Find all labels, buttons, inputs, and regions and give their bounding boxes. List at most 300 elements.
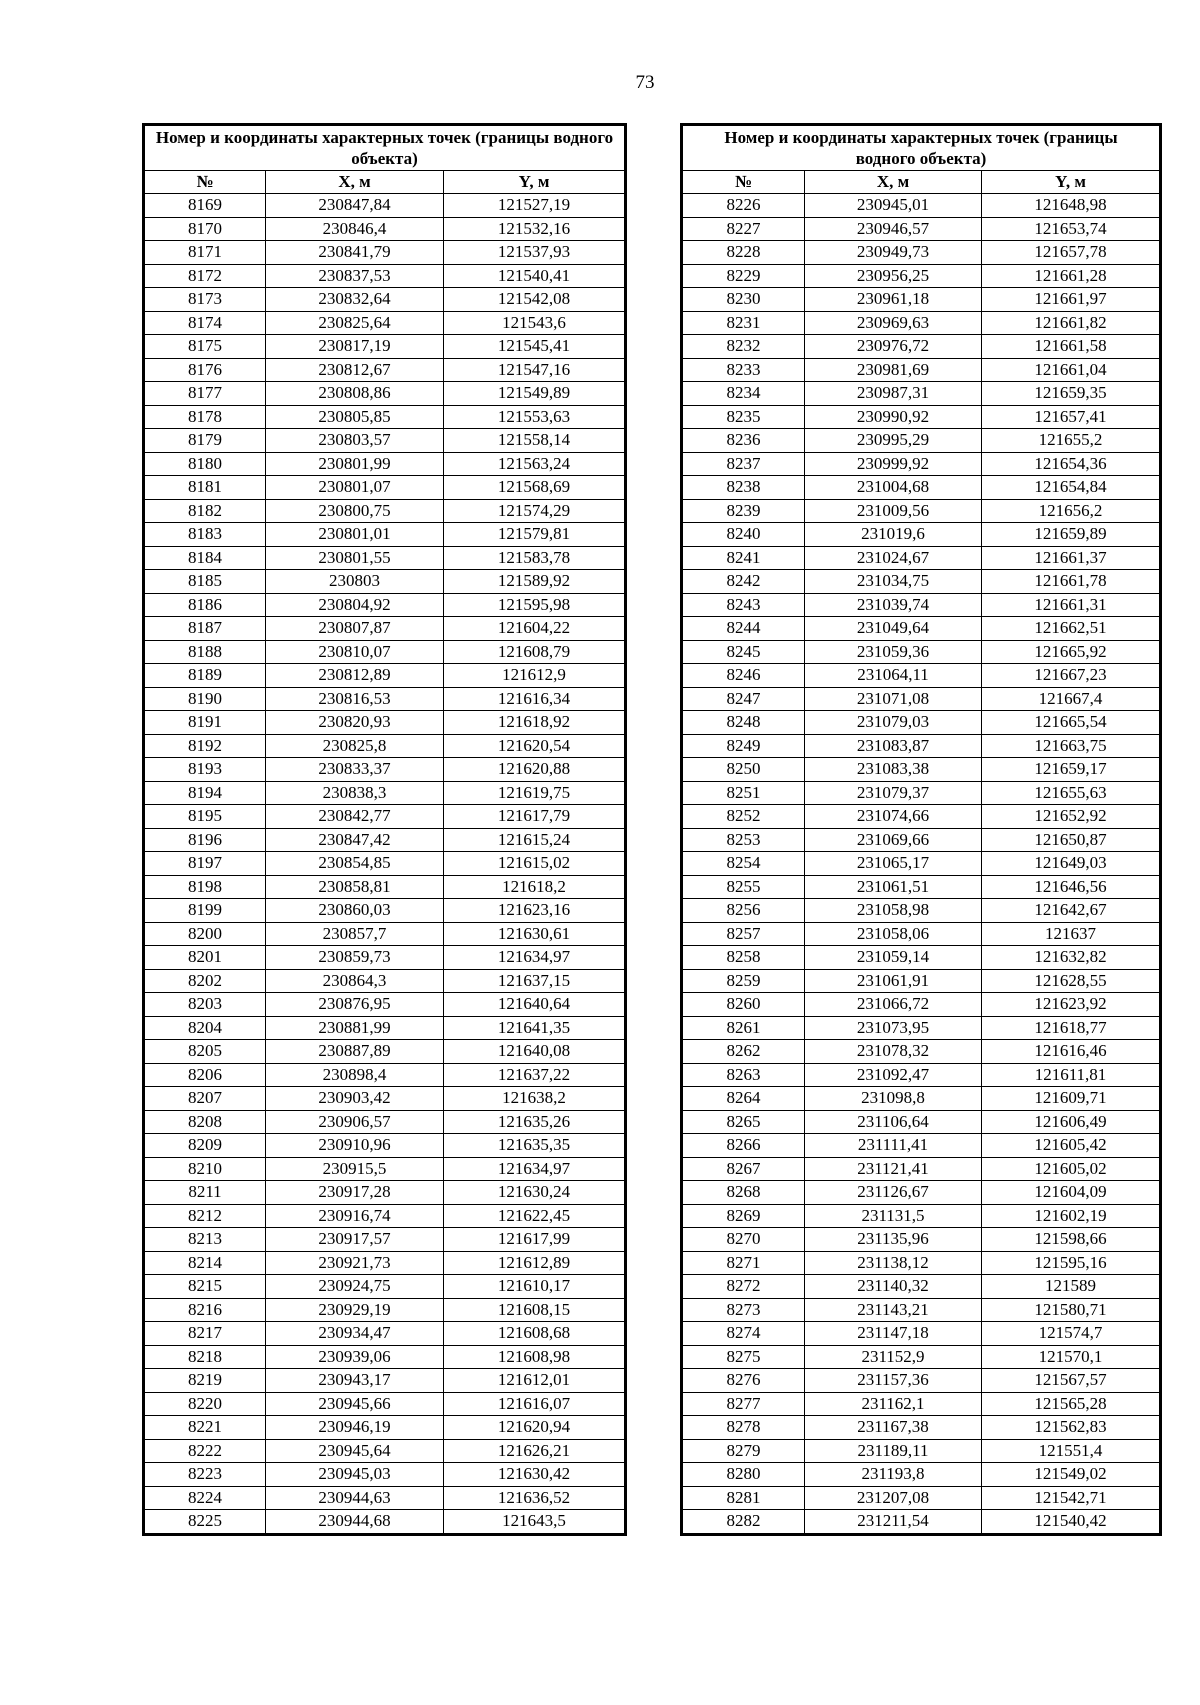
x-coordinate-cell: 230860,03 (266, 899, 444, 923)
table-row (145, 570, 625, 594)
table-row (683, 570, 1160, 594)
y-coordinate-cell: 121574,29 (444, 499, 625, 523)
x-coordinate-cell: 231034,75 (805, 570, 982, 594)
table-row (683, 1486, 1160, 1510)
table-row (145, 969, 625, 993)
y-coordinate-cell: 121608,79 (444, 640, 625, 664)
x-coordinate-cell: 230939,06 (266, 1345, 444, 1369)
x-coordinate-cell: 230934,47 (266, 1322, 444, 1346)
x-coordinate-cell: 231121,41 (805, 1157, 982, 1181)
x-coordinate-cell: 231135,96 (805, 1228, 982, 1252)
point-number-cell: 8246 (683, 664, 805, 688)
y-coordinate-cell: 121659,35 (982, 382, 1160, 406)
point-number-cell: 8261 (683, 1016, 805, 1040)
x-coordinate-cell: 230887,89 (266, 1040, 444, 1064)
table-row (145, 1157, 625, 1181)
table-row (145, 194, 625, 218)
table-row (683, 523, 1160, 547)
x-coordinate-cell: 231073,95 (805, 1016, 982, 1040)
table-row (683, 382, 1160, 406)
table-row (683, 1275, 1160, 1299)
table-row (145, 405, 625, 429)
y-coordinate-cell: 121642,67 (982, 899, 1160, 923)
column-header-x: X, м (805, 171, 982, 194)
y-coordinate-cell: 121620,88 (444, 758, 625, 782)
x-coordinate-cell: 230817,19 (266, 335, 444, 359)
x-coordinate-cell: 231064,11 (805, 664, 982, 688)
x-coordinate-cell: 230910,96 (266, 1134, 444, 1158)
x-coordinate-cell: 231207,08 (805, 1486, 982, 1510)
table-row (145, 711, 625, 735)
x-coordinate-cell: 231083,87 (805, 734, 982, 758)
point-number-cell: 8204 (145, 1016, 266, 1040)
y-coordinate-cell: 121667,4 (982, 687, 1160, 711)
x-coordinate-cell: 230945,64 (266, 1439, 444, 1463)
point-number-cell: 8231 (683, 311, 805, 335)
y-coordinate-cell: 121532,16 (444, 217, 625, 241)
table-row (145, 664, 625, 688)
point-number-cell: 8229 (683, 264, 805, 288)
table-row (145, 499, 625, 523)
point-number-cell: 8253 (683, 828, 805, 852)
y-coordinate-cell: 121665,54 (982, 711, 1160, 735)
x-coordinate-cell: 230916,74 (266, 1204, 444, 1228)
point-number-cell: 8230 (683, 288, 805, 312)
y-coordinate-cell: 121661,97 (982, 288, 1160, 312)
point-number-cell: 8177 (145, 382, 266, 406)
table-row (683, 405, 1160, 429)
column-header-number: № (683, 171, 805, 194)
table-row (145, 781, 625, 805)
table-row (683, 1345, 1160, 1369)
x-coordinate-cell: 230987,31 (805, 382, 982, 406)
column-header-y: Y, м (982, 171, 1160, 194)
x-coordinate-cell: 231066,72 (805, 993, 982, 1017)
table-row (683, 1298, 1160, 1322)
y-coordinate-cell: 121657,41 (982, 405, 1160, 429)
table-row (145, 452, 625, 476)
y-coordinate-cell: 121648,98 (982, 194, 1160, 218)
y-coordinate-cell: 121632,82 (982, 946, 1160, 970)
table-row (683, 640, 1160, 664)
y-coordinate-cell: 121567,57 (982, 1369, 1160, 1393)
point-number-cell: 8196 (145, 828, 266, 852)
point-number-cell: 8171 (145, 241, 266, 265)
x-coordinate-cell: 231162,1 (805, 1392, 982, 1416)
point-number-cell: 8199 (145, 899, 266, 923)
point-number-cell: 8222 (145, 1439, 266, 1463)
table-row (683, 1063, 1160, 1087)
x-coordinate-cell: 230864,3 (266, 969, 444, 993)
point-number-cell: 8232 (683, 335, 805, 359)
x-coordinate-cell: 230915,5 (266, 1157, 444, 1181)
x-coordinate-cell: 230990,92 (805, 405, 982, 429)
table-row (145, 1416, 625, 1440)
point-number-cell: 8234 (683, 382, 805, 406)
point-number-cell: 8243 (683, 593, 805, 617)
table-row (145, 875, 625, 899)
x-coordinate-cell: 230833,37 (266, 758, 444, 782)
y-coordinate-cell: 121537,93 (444, 241, 625, 265)
x-coordinate-cell: 230924,75 (266, 1275, 444, 1299)
table-row (683, 1204, 1160, 1228)
y-coordinate-cell: 121661,82 (982, 311, 1160, 335)
y-coordinate-cell: 121637,22 (444, 1063, 625, 1087)
point-number-cell: 8224 (145, 1486, 266, 1510)
point-number-cell: 8280 (683, 1463, 805, 1487)
y-coordinate-cell: 121630,24 (444, 1181, 625, 1205)
point-number-cell: 8251 (683, 781, 805, 805)
y-coordinate-cell: 121580,71 (982, 1298, 1160, 1322)
point-number-cell: 8265 (683, 1110, 805, 1134)
x-coordinate-cell: 231061,91 (805, 969, 982, 993)
table-row (145, 1016, 625, 1040)
table-row (145, 734, 625, 758)
y-coordinate-cell: 121637 (982, 922, 1160, 946)
table-row (683, 1087, 1160, 1111)
x-coordinate-cell: 230812,67 (266, 358, 444, 382)
y-coordinate-cell: 121641,35 (444, 1016, 625, 1040)
point-number-cell: 8208 (145, 1110, 266, 1134)
table-body (145, 194, 625, 1534)
table-row (145, 1134, 625, 1158)
point-number-cell: 8221 (145, 1416, 266, 1440)
point-number-cell: 8212 (145, 1204, 266, 1228)
point-number-cell: 8202 (145, 969, 266, 993)
y-coordinate-cell: 121608,98 (444, 1345, 625, 1369)
table-row (145, 1063, 625, 1087)
table-row (683, 946, 1160, 970)
y-coordinate-cell: 121661,31 (982, 593, 1160, 617)
y-coordinate-cell: 121619,75 (444, 781, 625, 805)
table-row (683, 993, 1160, 1017)
x-coordinate-cell: 230858,81 (266, 875, 444, 899)
point-number-cell: 8220 (145, 1392, 266, 1416)
point-number-cell: 8182 (145, 499, 266, 523)
y-coordinate-cell: 121615,24 (444, 828, 625, 852)
x-coordinate-cell: 230898,4 (266, 1063, 444, 1087)
point-number-cell: 8183 (145, 523, 266, 547)
x-coordinate-cell: 230917,57 (266, 1228, 444, 1252)
table-row (145, 288, 625, 312)
point-number-cell: 8178 (145, 405, 266, 429)
point-number-cell: 8215 (145, 1275, 266, 1299)
x-coordinate-cell: 230820,93 (266, 711, 444, 735)
table-row (683, 1251, 1160, 1275)
point-number-cell: 8197 (145, 852, 266, 876)
x-coordinate-cell: 230803 (266, 570, 444, 594)
x-coordinate-cell: 230949,73 (805, 241, 982, 265)
point-number-cell: 8260 (683, 993, 805, 1017)
point-number-cell: 8279 (683, 1439, 805, 1463)
x-coordinate-cell: 231111,41 (805, 1134, 982, 1158)
y-coordinate-cell: 121608,15 (444, 1298, 625, 1322)
x-coordinate-cell: 231079,37 (805, 781, 982, 805)
x-coordinate-cell: 231078,32 (805, 1040, 982, 1064)
table-row (145, 805, 625, 829)
point-number-cell: 8226 (683, 194, 805, 218)
point-number-cell: 8176 (145, 358, 266, 382)
table-row (683, 899, 1160, 923)
x-coordinate-cell: 231126,67 (805, 1181, 982, 1205)
table-row (683, 429, 1160, 453)
y-coordinate-cell: 121630,42 (444, 1463, 625, 1487)
x-coordinate-cell: 231059,36 (805, 640, 982, 664)
table-row (683, 758, 1160, 782)
x-coordinate-cell: 230801,01 (266, 523, 444, 547)
table-row (145, 1298, 625, 1322)
point-number-cell: 8209 (145, 1134, 266, 1158)
x-coordinate-cell: 230842,77 (266, 805, 444, 829)
table-row (683, 1157, 1160, 1181)
point-number-cell: 8266 (683, 1134, 805, 1158)
table-row (683, 687, 1160, 711)
y-coordinate-cell: 121616,34 (444, 687, 625, 711)
point-number-cell: 8278 (683, 1416, 805, 1440)
y-coordinate-cell: 121612,01 (444, 1369, 625, 1393)
point-number-cell: 8275 (683, 1345, 805, 1369)
x-coordinate-cell: 230969,63 (805, 311, 982, 335)
y-coordinate-cell: 121558,14 (444, 429, 625, 453)
point-number-cell: 8245 (683, 640, 805, 664)
point-number-cell: 8185 (145, 570, 266, 594)
x-coordinate-cell: 230857,7 (266, 922, 444, 946)
x-coordinate-cell: 230995,29 (805, 429, 982, 453)
table-row (145, 1040, 625, 1064)
x-coordinate-cell: 230847,84 (266, 194, 444, 218)
x-coordinate-cell: 230825,8 (266, 734, 444, 758)
point-number-cell: 8267 (683, 1157, 805, 1181)
point-number-cell: 8225 (145, 1510, 266, 1534)
table-row (145, 593, 625, 617)
point-number-cell: 8181 (145, 476, 266, 500)
y-coordinate-cell: 121540,42 (982, 1510, 1160, 1534)
point-number-cell: 8252 (683, 805, 805, 829)
y-coordinate-cell: 121617,99 (444, 1228, 625, 1252)
point-number-cell: 8191 (145, 711, 266, 735)
table-row (145, 523, 625, 547)
y-coordinate-cell: 121551,4 (982, 1439, 1160, 1463)
x-coordinate-cell: 230943,17 (266, 1369, 444, 1393)
y-coordinate-cell: 121646,56 (982, 875, 1160, 899)
y-coordinate-cell: 121643,5 (444, 1510, 625, 1534)
y-coordinate-cell: 121570,1 (982, 1345, 1160, 1369)
x-coordinate-cell: 230837,53 (266, 264, 444, 288)
point-number-cell: 8203 (145, 993, 266, 1017)
point-number-cell: 8186 (145, 593, 266, 617)
table-row (683, 1369, 1160, 1393)
x-coordinate-cell: 231140,32 (805, 1275, 982, 1299)
y-coordinate-cell: 121661,04 (982, 358, 1160, 382)
x-coordinate-cell: 230946,57 (805, 217, 982, 241)
y-coordinate-cell: 121615,02 (444, 852, 625, 876)
x-coordinate-cell: 231074,66 (805, 805, 982, 829)
table-row (683, 358, 1160, 382)
table-row (683, 1228, 1160, 1252)
point-number-cell: 8175 (145, 335, 266, 359)
y-coordinate-cell: 121612,9 (444, 664, 625, 688)
point-number-cell: 8188 (145, 640, 266, 664)
table-row (145, 828, 625, 852)
x-coordinate-cell: 231098,8 (805, 1087, 982, 1111)
table-row (145, 1275, 625, 1299)
table-title: Номер и координаты характерных точек (границы водного объекта) (145, 126, 625, 171)
y-coordinate-cell: 121663,75 (982, 734, 1160, 758)
y-coordinate-cell: 121527,19 (444, 194, 625, 218)
x-coordinate-cell: 231092,47 (805, 1063, 982, 1087)
table-row (683, 1040, 1160, 1064)
point-number-cell: 8217 (145, 1322, 266, 1346)
point-number-cell: 8240 (683, 523, 805, 547)
table-row (145, 758, 625, 782)
x-coordinate-cell: 230801,55 (266, 546, 444, 570)
y-coordinate-cell: 121654,36 (982, 452, 1160, 476)
x-coordinate-cell: 230810,07 (266, 640, 444, 664)
table-row (145, 546, 625, 570)
y-coordinate-cell: 121634,97 (444, 1157, 625, 1181)
table-row (145, 899, 625, 923)
table-row (145, 1087, 625, 1111)
y-coordinate-cell: 121542,08 (444, 288, 625, 312)
x-coordinate-cell: 231071,08 (805, 687, 982, 711)
y-coordinate-cell: 121595,16 (982, 1251, 1160, 1275)
table-row (145, 1204, 625, 1228)
y-coordinate-cell: 121563,24 (444, 452, 625, 476)
table-row (145, 640, 625, 664)
x-coordinate-cell: 230801,99 (266, 452, 444, 476)
table-row (145, 1463, 625, 1487)
y-coordinate-cell: 121661,58 (982, 335, 1160, 359)
x-coordinate-cell: 231189,11 (805, 1439, 982, 1463)
x-coordinate-cell: 230801,07 (266, 476, 444, 500)
y-coordinate-cell: 121653,74 (982, 217, 1160, 241)
table-row (683, 664, 1160, 688)
y-coordinate-cell: 121562,83 (982, 1416, 1160, 1440)
x-coordinate-cell: 231065,17 (805, 852, 982, 876)
y-coordinate-cell: 121574,7 (982, 1322, 1160, 1346)
point-number-cell: 8189 (145, 664, 266, 688)
table-row (683, 617, 1160, 641)
y-coordinate-cell: 121568,69 (444, 476, 625, 500)
table-row (145, 617, 625, 641)
x-coordinate-cell: 231138,12 (805, 1251, 982, 1275)
point-number-cell: 8227 (683, 217, 805, 241)
x-coordinate-cell: 231143,21 (805, 1298, 982, 1322)
point-number-cell: 8216 (145, 1298, 266, 1322)
x-coordinate-cell: 230945,66 (266, 1392, 444, 1416)
point-number-cell: 8214 (145, 1251, 266, 1275)
y-coordinate-cell: 121640,08 (444, 1040, 625, 1064)
table-row (683, 969, 1160, 993)
y-coordinate-cell: 121650,87 (982, 828, 1160, 852)
table-row (683, 875, 1160, 899)
table-row (145, 1251, 625, 1275)
x-coordinate-cell: 230944,63 (266, 1486, 444, 1510)
column-header-y: Y, м (444, 171, 625, 194)
y-coordinate-cell: 121616,46 (982, 1040, 1160, 1064)
point-number-cell: 8249 (683, 734, 805, 758)
table-row (145, 1322, 625, 1346)
point-number-cell: 8271 (683, 1251, 805, 1275)
x-coordinate-cell: 231193,8 (805, 1463, 982, 1487)
point-number-cell: 8228 (683, 241, 805, 265)
y-coordinate-cell: 121620,54 (444, 734, 625, 758)
point-number-cell: 8235 (683, 405, 805, 429)
point-number-cell: 8238 (683, 476, 805, 500)
y-coordinate-cell: 121636,52 (444, 1486, 625, 1510)
x-coordinate-cell: 231167,38 (805, 1416, 982, 1440)
point-number-cell: 8179 (145, 429, 266, 453)
x-coordinate-cell: 231004,68 (805, 476, 982, 500)
x-coordinate-cell: 230800,75 (266, 499, 444, 523)
table-row (683, 828, 1160, 852)
y-coordinate-cell: 121662,51 (982, 617, 1160, 641)
point-number-cell: 8219 (145, 1369, 266, 1393)
y-coordinate-cell: 121661,28 (982, 264, 1160, 288)
point-number-cell: 8201 (145, 946, 266, 970)
table-row (683, 1510, 1160, 1534)
point-number-cell: 8262 (683, 1040, 805, 1064)
table-row (683, 288, 1160, 312)
x-coordinate-cell: 230929,19 (266, 1298, 444, 1322)
y-coordinate-cell: 121549,89 (444, 382, 625, 406)
y-coordinate-cell: 121628,55 (982, 969, 1160, 993)
table-row (145, 1345, 625, 1369)
x-coordinate-cell: 230846,4 (266, 217, 444, 241)
y-coordinate-cell: 121655,63 (982, 781, 1160, 805)
x-coordinate-cell: 230812,89 (266, 664, 444, 688)
point-number-cell: 8254 (683, 852, 805, 876)
point-number-cell: 8223 (145, 1463, 266, 1487)
y-coordinate-cell: 121610,17 (444, 1275, 625, 1299)
y-coordinate-cell: 121565,28 (982, 1392, 1160, 1416)
point-number-cell: 8205 (145, 1040, 266, 1064)
x-coordinate-cell: 231061,51 (805, 875, 982, 899)
x-coordinate-cell: 230804,92 (266, 593, 444, 617)
x-coordinate-cell: 230961,18 (805, 288, 982, 312)
table-row (683, 734, 1160, 758)
x-coordinate-cell: 230841,79 (266, 241, 444, 265)
table-row (683, 1392, 1160, 1416)
point-number-cell: 8274 (683, 1322, 805, 1346)
x-coordinate-cell: 230881,99 (266, 1016, 444, 1040)
point-number-cell: 8247 (683, 687, 805, 711)
x-coordinate-cell: 230945,03 (266, 1463, 444, 1487)
point-number-cell: 8273 (683, 1298, 805, 1322)
point-number-cell: 8206 (145, 1063, 266, 1087)
point-number-cell: 8256 (683, 899, 805, 923)
y-coordinate-cell: 121547,16 (444, 358, 625, 382)
y-coordinate-cell: 121656,2 (982, 499, 1160, 523)
point-number-cell: 8193 (145, 758, 266, 782)
point-number-cell: 8276 (683, 1369, 805, 1393)
table-row (145, 311, 625, 335)
point-number-cell: 8190 (145, 687, 266, 711)
table-row (683, 194, 1160, 218)
table-row (145, 217, 625, 241)
table-row (683, 1439, 1160, 1463)
y-coordinate-cell: 121589,92 (444, 570, 625, 594)
x-coordinate-cell: 230945,01 (805, 194, 982, 218)
x-coordinate-cell: 231058,98 (805, 899, 982, 923)
y-coordinate-cell: 121606,49 (982, 1110, 1160, 1134)
x-coordinate-cell: 230946,19 (266, 1416, 444, 1440)
point-number-cell: 8207 (145, 1087, 266, 1111)
x-coordinate-cell: 230976,72 (805, 335, 982, 359)
x-coordinate-cell: 231059,14 (805, 946, 982, 970)
y-coordinate-cell: 121618,2 (444, 875, 625, 899)
y-coordinate-cell: 121545,41 (444, 335, 625, 359)
